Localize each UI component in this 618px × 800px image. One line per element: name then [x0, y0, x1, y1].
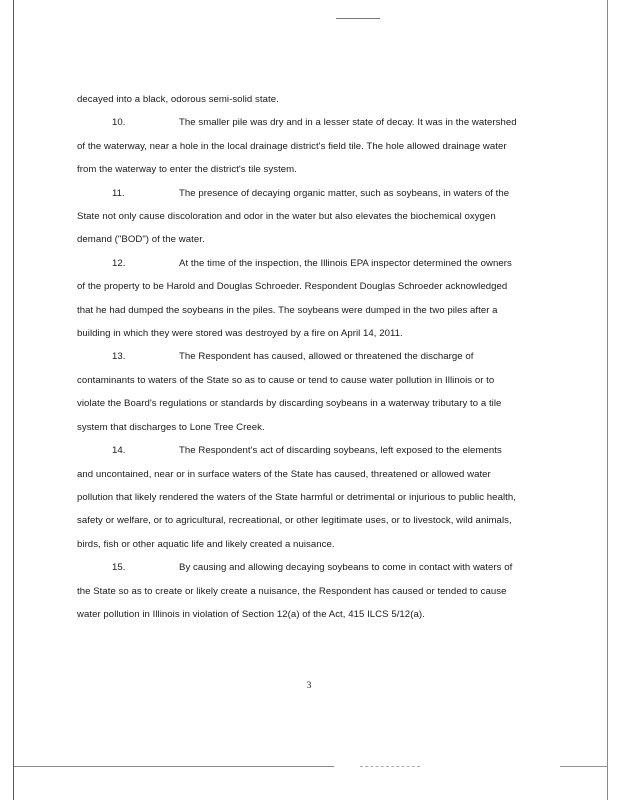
paragraph-number: 13. — [112, 351, 126, 363]
scan-edge-bottom-dashed — [360, 766, 420, 768]
paragraph-number: 15. — [112, 562, 126, 574]
paragraph-text: The presence of decaying organic matter, such as soybeans, in waters of the State not only cause discoloration and odor in the water but also elevates the biochemical oxygen demand ("BOD") of the water. — [77, 187, 510, 246]
paragraph-text: The Respondent has caused, allowed or threatened the discharge of contaminants to waters of the State so as to cause or tend to cause water pollution in Illinois or to violate the Board's regulations or standards by discarding soybeans in a waterway tributary to a tile system that discharges to Lone Tree Creek. — [77, 351, 502, 433]
paragraph-text: The smaller pile was dry and in a lesser state of decay. It was in the watershed of the waterway, near a hole in the local drainage district's field tile. The hole allowed drainage water from the waterway to enter the district's tile system. — [77, 117, 517, 176]
page-number: 3 — [306, 681, 312, 691]
scan-edge-left — [13, 0, 14, 800]
scan-edge-bottom-right — [560, 766, 607, 767]
scan-mark-top — [336, 18, 380, 19]
paragraph-number: 12. — [112, 257, 126, 269]
paragraph-11 — [77, 182, 517, 252]
continuation-text: decayed into a black, odorous semi-solid state. — [77, 94, 279, 105]
paragraph-13 — [77, 345, 517, 439]
document-body — [77, 88, 517, 626]
scan-edge-bottom — [14, 766, 334, 767]
paragraph-text: The Respondent's act of discarding soybeans, left exposed to the elements and uncontained, near or in surface waters of the State has caused, threatened or allowed water pollution that likely rendered the waters of the State harmful or detrimental or injurious to public health, safety or welfare, or to agricultural, recreational, or other legitimate uses, or to livestock, wild animals, birds, fish or other aquatic life and likely created a nuisance. — [77, 445, 516, 550]
paragraph-10 — [77, 111, 517, 181]
paragraph-text: By causing and allowing decaying soybeans to come in contact with waters of the State so as to create or likely create a nuisance, the Respondent has caused or tended to cause water pollution in Illinois in violation of Section 12(a) of the Act, 415 ILCS 5/12(a). — [77, 562, 513, 620]
paragraph-text: At the time of the inspection, the Illinois EPA inspector determined the owners of the property to be Harold and Douglas Schroeder. Respondent Douglas Schroeder acknowledged that he had dumped the soybeans in the piles. The soybeans were dumped in the two piles after a building in which they were stored was destroyed by a fire on April 14, 2011. — [77, 257, 512, 340]
paragraph-number: 11. — [112, 187, 125, 199]
paragraph-15 — [77, 556, 517, 626]
paragraph-12 — [77, 252, 517, 346]
scan-edge-right — [607, 0, 608, 800]
paragraph-number: 10. — [112, 117, 126, 129]
paragraph-number: 14. — [112, 445, 126, 457]
paragraph-14 — [77, 439, 517, 556]
